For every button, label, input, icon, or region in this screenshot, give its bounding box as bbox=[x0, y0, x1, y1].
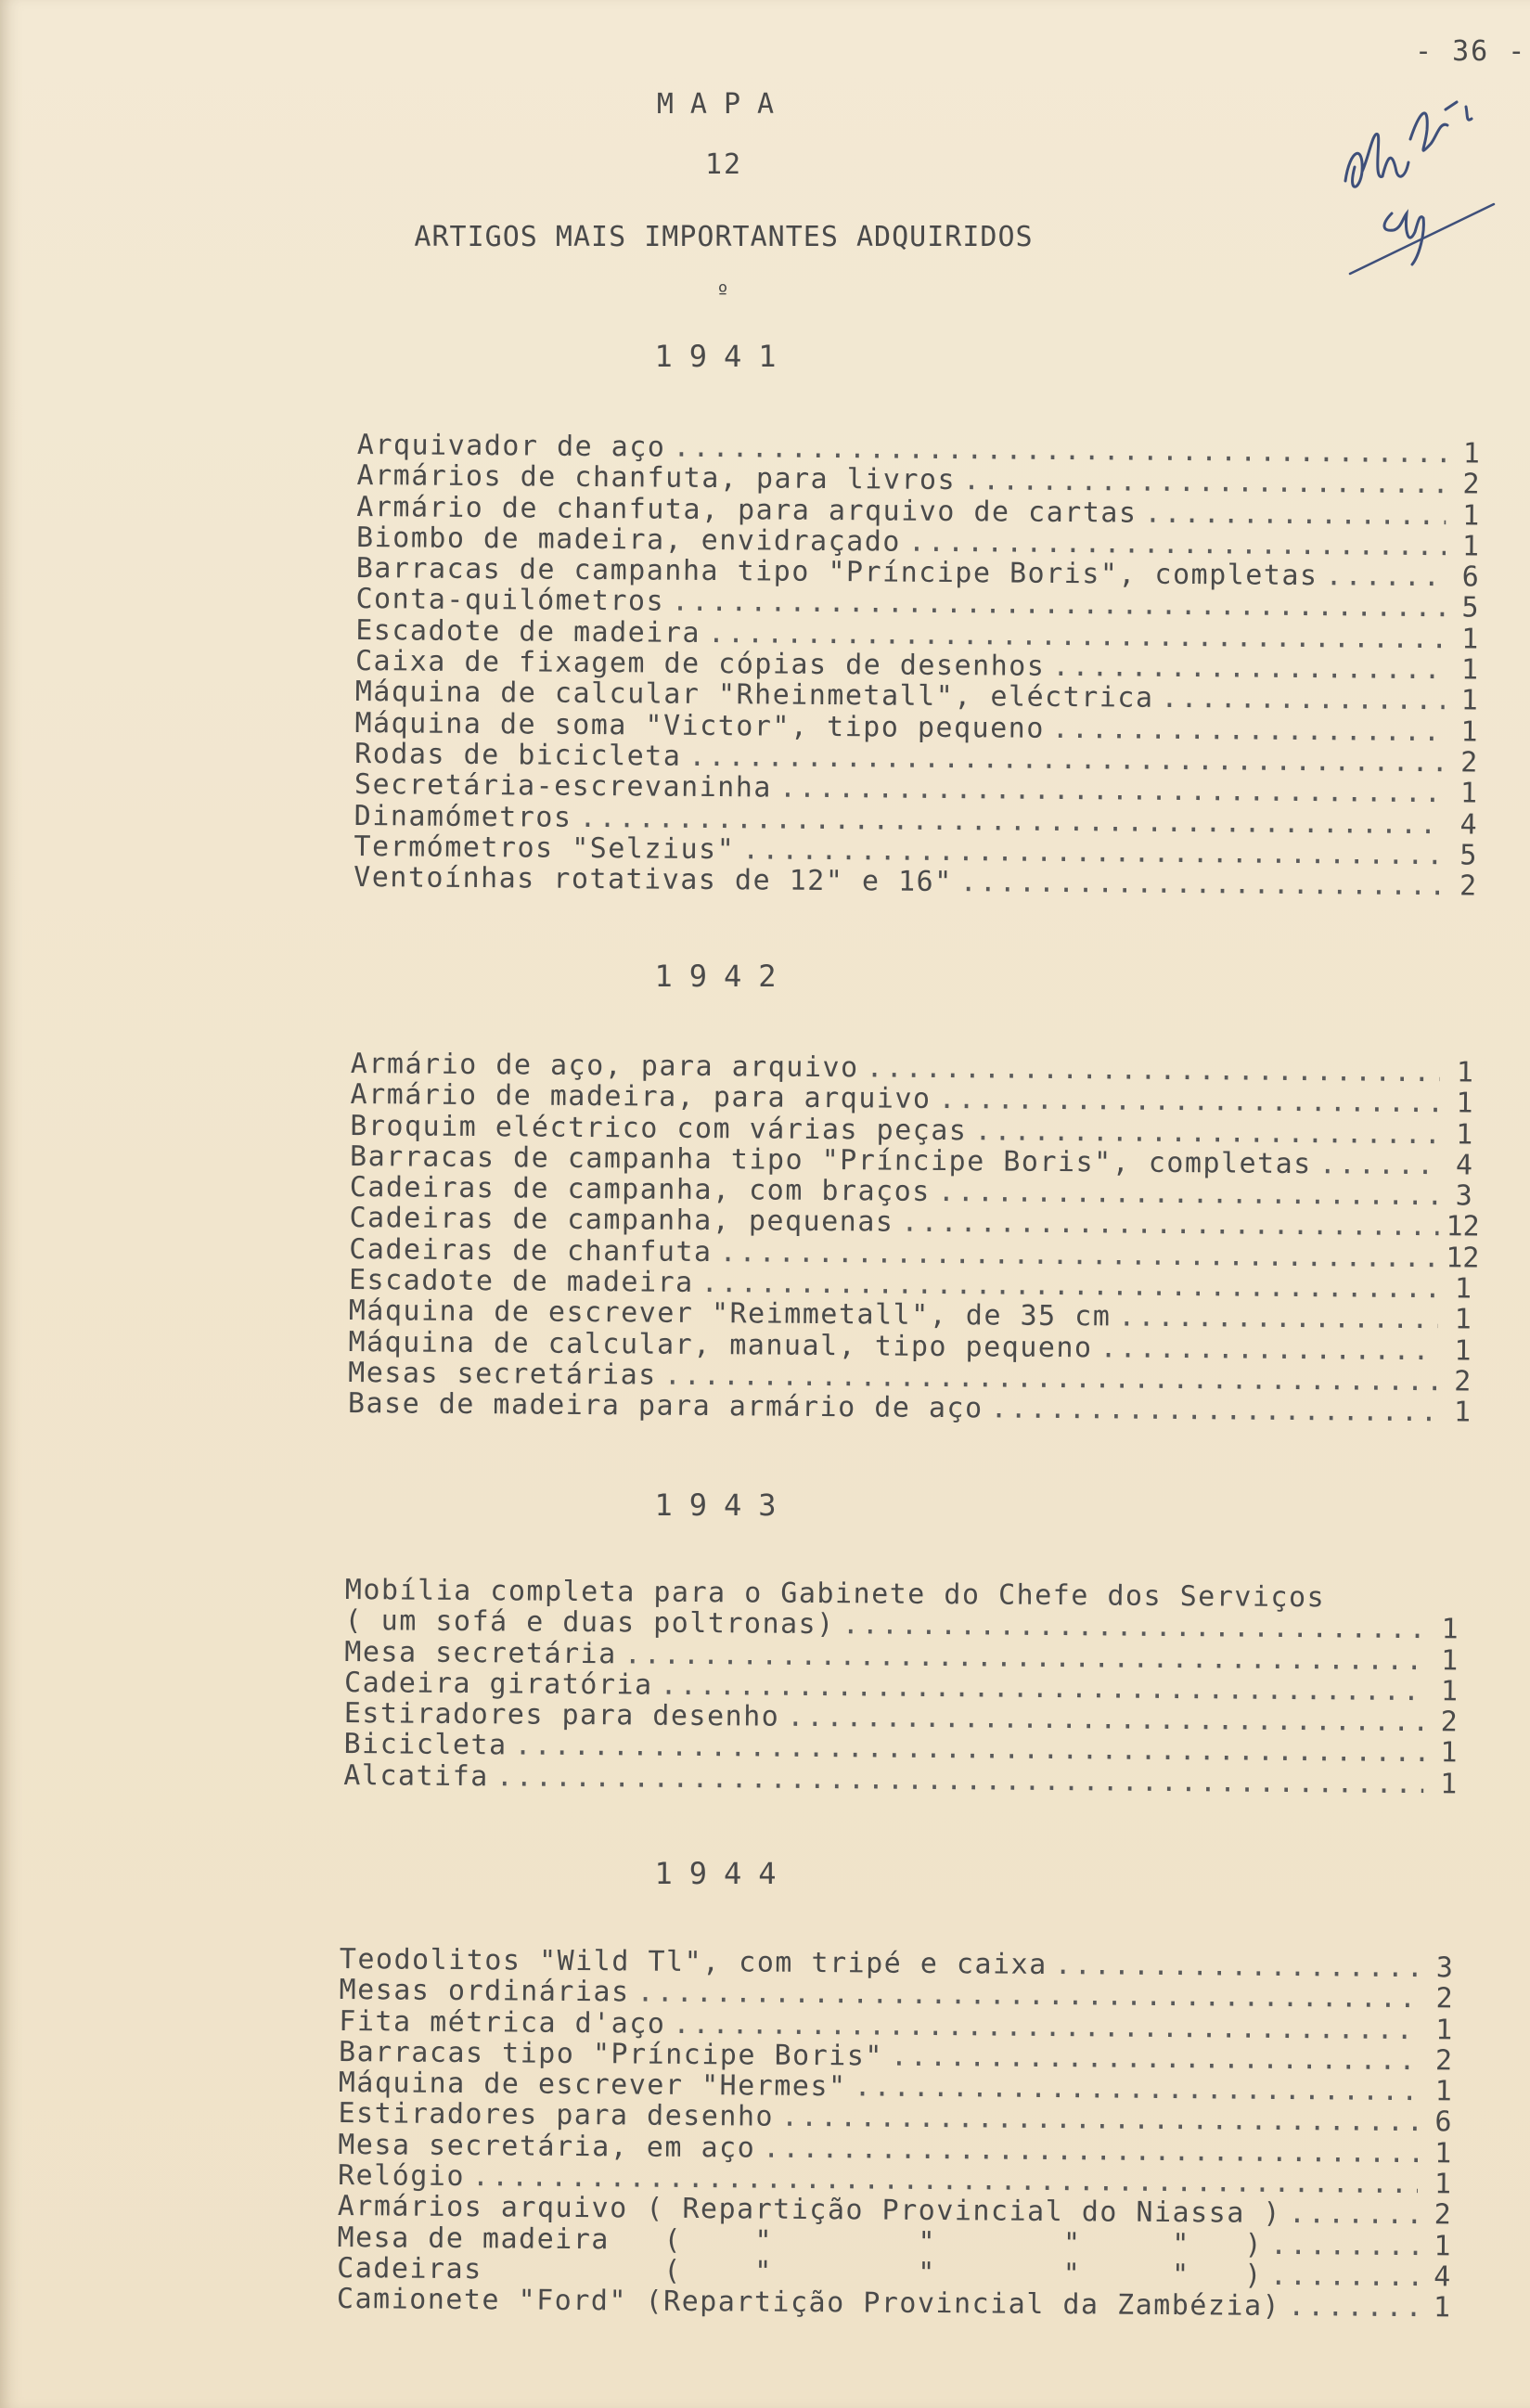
item-label: Teodolitos "Wild Tl", com tripé e caixa bbox=[339, 1943, 1048, 1981]
dot-leader bbox=[891, 2041, 1419, 2077]
item-label: Armário de aço, para arquivo bbox=[350, 1048, 859, 1085]
item-label: Cadeiras de chanfuta bbox=[349, 1232, 713, 1268]
item-label: Mesa secretária bbox=[344, 1635, 617, 1670]
item-quantity: 1 bbox=[1434, 2229, 1451, 2263]
item-quantity: 5 bbox=[1459, 839, 1477, 872]
dot-leader bbox=[1161, 683, 1445, 716]
item-quantity: 1 bbox=[1461, 623, 1479, 656]
item-quantity: 2 bbox=[1462, 468, 1480, 501]
year-heading-1943: 1943 bbox=[654, 1487, 793, 1523]
item-quantity: 1 bbox=[1460, 684, 1478, 717]
item-label: Cadeiras de campanha, pequenas bbox=[349, 1202, 894, 1240]
item-label: Arquivador de aço bbox=[356, 429, 666, 464]
dot-leader bbox=[938, 1084, 1439, 1119]
item-label: Cadeira giratória bbox=[343, 1666, 653, 1702]
item-label: Camionete "Ford" (Repartição Provincial da Zambézia) bbox=[336, 2283, 1281, 2324]
dot-leader bbox=[1289, 2198, 1418, 2230]
dot-leader bbox=[1319, 1149, 1439, 1180]
item-label: Máquina de escrever "Reimmetall", de 35 cm bbox=[348, 1294, 1112, 1333]
dot-leader bbox=[901, 1207, 1438, 1243]
item-label: Barracas de campanha tipo "Príncipe Boris", completas bbox=[349, 1140, 1312, 1181]
item-quantity: 2 bbox=[1460, 746, 1478, 779]
dot-leader bbox=[1055, 1950, 1420, 1983]
item-quantity: 1 bbox=[1440, 1675, 1459, 1708]
item-label: Estiradores para desenho bbox=[343, 1697, 780, 1733]
dot-leader bbox=[1288, 2291, 1417, 2323]
item-quantity: 1 bbox=[1434, 2075, 1452, 2108]
item-list-1944 bbox=[337, 1944, 1453, 2324]
item-label: Máquina de calcular, manual, tipo pequeno bbox=[348, 1325, 1093, 1364]
item-quantity: 1 bbox=[1454, 1272, 1472, 1306]
dot-leader bbox=[938, 1177, 1439, 1212]
item-quantity: 5 bbox=[1461, 591, 1479, 625]
item-label: Caixa de fixagem de cópias de desenhos bbox=[354, 645, 1046, 683]
item-label: Dinamómetros bbox=[354, 799, 572, 834]
item-quantity: 1 bbox=[1456, 1087, 1473, 1120]
item-label: Conta-quilómetros bbox=[355, 583, 665, 619]
item-quantity: 6 bbox=[1461, 560, 1479, 594]
item-quantity: 1 bbox=[1433, 2291, 1451, 2324]
dot-leader bbox=[842, 1610, 1425, 1645]
item-quantity: 1 bbox=[1460, 653, 1479, 687]
dot-leader bbox=[960, 867, 1444, 901]
item-label: Armários arquivo ( Repartição Provincial do Niassa ) bbox=[337, 2190, 1282, 2231]
item-label: Relógio bbox=[337, 2159, 466, 2194]
dot-leader bbox=[1144, 497, 1446, 531]
item-label: Bicicleta bbox=[343, 1728, 508, 1762]
item-quantity: 1 bbox=[1459, 777, 1478, 810]
item-quantity: 1 bbox=[1441, 1613, 1459, 1646]
item-quantity: 6 bbox=[1434, 2105, 1452, 2139]
page-number: - 36 - bbox=[1415, 35, 1527, 68]
item-label: Secretária-escrevaninha bbox=[354, 768, 773, 805]
item-label: Mesas secretárias bbox=[348, 1356, 657, 1392]
item-list-1942 bbox=[347, 1048, 1480, 1429]
item-label: Broquim eléctrico com várias peças bbox=[350, 1109, 968, 1147]
dot-leader bbox=[990, 1394, 1437, 1428]
item-label: Armários de chanfuta, para livros bbox=[356, 459, 957, 497]
item-quantity: 2 bbox=[1435, 1982, 1453, 2015]
item-quantity: 1 bbox=[1462, 498, 1480, 533]
item-quantity: 3 bbox=[1455, 1179, 1472, 1213]
item-quantity: 1 bbox=[1454, 1334, 1472, 1368]
item-label: Fita métrica d'aço bbox=[339, 2004, 666, 2041]
item-quantity: 1 bbox=[1434, 2137, 1452, 2170]
dot-leader bbox=[974, 1115, 1439, 1150]
dot-leader bbox=[1052, 714, 1445, 748]
dot-leader bbox=[787, 1702, 1424, 1738]
dot-leader bbox=[1099, 1333, 1437, 1366]
item-label: Mesa secretária, em aço bbox=[338, 2128, 756, 2165]
item-quantity: 4 bbox=[1455, 1149, 1473, 1182]
item-label: Ventoínhas rotativas de 12" e 16" bbox=[354, 861, 953, 899]
item-label: Escadote de madeira bbox=[348, 1264, 694, 1299]
dot-leader bbox=[779, 773, 1444, 809]
item-label: Estiradores para desenho bbox=[338, 2097, 775, 2134]
dot-leader bbox=[781, 2102, 1419, 2138]
dot-leader bbox=[1325, 560, 1445, 592]
item-quantity: 2 bbox=[1454, 1365, 1472, 1398]
map-heading: MAPA bbox=[656, 88, 791, 121]
item-label: Base de madeira para armário de aço bbox=[347, 1387, 984, 1425]
ordinal-mark: º bbox=[716, 281, 731, 304]
item-quantity: 1 bbox=[1434, 2168, 1452, 2201]
item-label: Máquina de escrever "Hermes" bbox=[338, 2067, 847, 2104]
item-label: Armário de madeira, para arquivo bbox=[350, 1078, 932, 1116]
year-heading-1941: 1941 bbox=[654, 339, 793, 374]
item-quantity: 1 bbox=[1460, 715, 1478, 749]
item-quantity: 2 bbox=[1434, 2198, 1451, 2232]
dot-leader bbox=[1270, 2230, 1418, 2262]
item-label: Escadote de madeira bbox=[355, 613, 701, 650]
item-quantity: 1 bbox=[1454, 1303, 1472, 1336]
item-quantity: 1 bbox=[1441, 1643, 1459, 1678]
item-quantity: 1 bbox=[1462, 437, 1480, 470]
item-label: Termómetros "Selzius" bbox=[354, 830, 736, 867]
item-label: Barracas tipo "Príncipe Boris" bbox=[338, 2035, 884, 2073]
item-label: Alcatifa bbox=[343, 1758, 489, 1794]
item-quantity: 1 bbox=[1461, 530, 1480, 563]
dot-leader bbox=[1118, 1302, 1438, 1335]
year-heading-1942: 1942 bbox=[654, 959, 793, 994]
item-quantity: 12 bbox=[1446, 1242, 1480, 1275]
dot-leader bbox=[866, 1052, 1440, 1088]
item-label: Barracas de campanha tipo "Príncipe Boris", completas bbox=[355, 552, 1318, 593]
item-label: Biombo de madeira, envidraçado bbox=[355, 521, 902, 559]
item-list-1943 bbox=[343, 1575, 1459, 1799]
item-label: Mesas ordinárias bbox=[339, 1974, 630, 2009]
item-quantity: 1 bbox=[1453, 1396, 1472, 1429]
item-label: Rodas de bicicleta bbox=[354, 737, 682, 773]
dot-leader bbox=[963, 465, 1446, 499]
dot-leader bbox=[496, 1761, 1424, 1799]
dot-leader bbox=[763, 2132, 1418, 2169]
document-title: ARTIGOS MAIS IMPORTANTES ADQUIRIDOS bbox=[414, 221, 1034, 253]
item-quantity: 1 bbox=[1440, 1736, 1458, 1770]
item-label: Máquina de calcular "Rheinmetall", eléctrica bbox=[354, 676, 1154, 715]
dot-leader bbox=[854, 2072, 1419, 2107]
handwritten-signature bbox=[1327, 93, 1503, 278]
item-quantity: 2 bbox=[1434, 2044, 1453, 2078]
year-heading-1944: 1944 bbox=[654, 1856, 793, 1891]
item-label: Mesa de madeira ( " " " " ) bbox=[337, 2221, 1264, 2261]
item-quantity: 1 bbox=[1456, 1117, 1473, 1152]
item-quantity: 12 bbox=[1446, 1210, 1480, 1244]
item-list-1941 bbox=[354, 430, 1480, 902]
map-number: 12 bbox=[704, 148, 743, 181]
item-label: Cadeiras ( " " " " ) bbox=[337, 2251, 1264, 2292]
item-quantity: 1 bbox=[1440, 1768, 1458, 1801]
item-quantity: 2 bbox=[1459, 869, 1477, 903]
item-quantity: 3 bbox=[1435, 1951, 1453, 1985]
item-label: Máquina de soma "Victor", tipo pequeno bbox=[354, 706, 1045, 745]
dot-leader bbox=[1270, 2260, 1418, 2293]
item-label: Cadeiras de campanha, com braços bbox=[349, 1171, 931, 1209]
item-label: Armário de chanfuta, para arquivo de cartas bbox=[356, 490, 1138, 530]
item-quantity: 1 bbox=[1456, 1056, 1473, 1089]
item-quantity: 4 bbox=[1459, 807, 1477, 842]
item-label: Mobília completa para o Gabinete do Chefe dos Serviços bbox=[344, 1574, 1326, 1615]
item-quantity: 4 bbox=[1434, 2260, 1451, 2294]
item-quantity: 1 bbox=[1435, 2013, 1453, 2047]
item-label: ( um sofá e duas poltronas) bbox=[344, 1604, 835, 1642]
dot-leader bbox=[1052, 651, 1445, 686]
item-quantity: 2 bbox=[1440, 1706, 1458, 1739]
